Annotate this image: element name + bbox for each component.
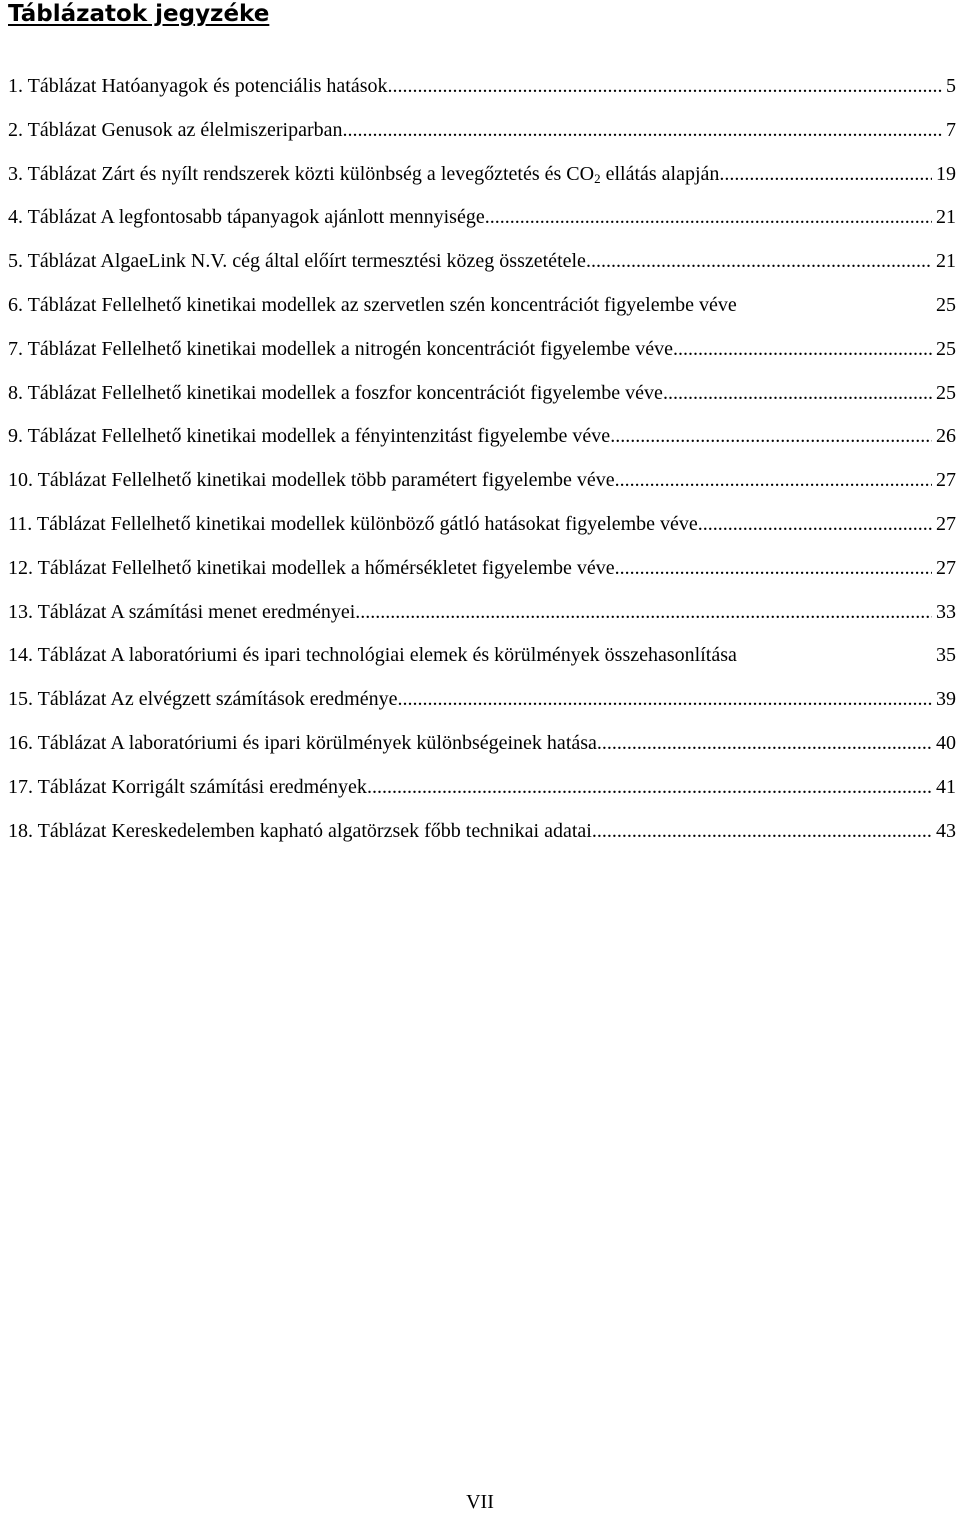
dot-leader <box>719 153 932 197</box>
toc-entry-1[interactable] <box>0 65 960 109</box>
toc-entry-7[interactable] <box>0 328 960 372</box>
dot-leader <box>586 240 932 284</box>
toc-entry-page: 21 <box>936 250 956 273</box>
toc-entry-page: 25 <box>936 381 956 404</box>
toc-entry-8[interactable] <box>0 372 960 416</box>
toc-entry-text: 8. Táblázat Fellelhető kinetikai modellek a foszfor koncentrációt figyelembe véve <box>8 381 663 404</box>
toc-entry-15[interactable] <box>0 678 960 722</box>
toc-entry-text-before: 3. Táblázat Zárt és nyílt rendszerek közti különbség a levegőztetés és CO <box>8 162 595 185</box>
page-title: Táblázatok jegyzéke <box>8 1 270 27</box>
dot-leader <box>388 65 942 109</box>
toc-entry-page: 7 <box>946 118 956 141</box>
toc-entry-11[interactable] <box>0 503 960 547</box>
dot-leader <box>615 547 932 591</box>
toc-entry-17[interactable] <box>0 766 960 810</box>
toc-entry-text: 15. Táblázat Az elvégzett számítások eredménye <box>8 688 398 711</box>
toc-entry-text: 18. Táblázat Kereskedelemben kapható algatörzsek főbb technikai adatai <box>8 819 592 842</box>
toc-entry-text: 1. Táblázat Hatóanyagok és potenciális hatások <box>8 75 388 97</box>
toc-entry-text: 11. Táblázat Fellelhető kinetikai modellek különböző gátló hatásokat figyelembe véve <box>8 512 698 535</box>
toc-entry-text: 12. Táblázat Fellelhető kinetikai modellek a hőmérsékletet figyelembe véve <box>8 556 615 579</box>
toc-entry-text <box>8 153 719 197</box>
toc-entry-text: 6. Táblázat Fellelhető kinetikai modellek az szervetlen szén koncentrációt figyelembe véve <box>8 293 737 316</box>
toc-entry-page: 27 <box>936 512 956 535</box>
dot-leader <box>355 591 932 635</box>
toc-entry-text: 4. Táblázat A legfontosabb tápanyagok ajánlott mennyisége <box>8 206 485 229</box>
toc-entry-6[interactable] <box>0 284 960 328</box>
dot-leader <box>673 328 932 372</box>
page-number: VII <box>466 1491 494 1513</box>
toc-entry-text: 5. Táblázat AlgaeLink N.V. cég által előírt termesztési közeg összetétele <box>8 250 586 273</box>
toc-entry-page: 41 <box>936 775 956 798</box>
toc-entry-2[interactable] <box>0 109 960 153</box>
toc-entry-text: 10. Táblázat Fellelhető kinetikai modellek több paramétert figyelembe véve <box>8 469 615 492</box>
dot-leader <box>615 459 932 503</box>
toc-entry-16[interactable] <box>0 722 960 766</box>
toc-entry-13[interactable] <box>0 591 960 635</box>
toc-entry-page: 43 <box>936 819 956 842</box>
toc-entry-page: 33 <box>936 600 956 623</box>
dot-leader <box>342 109 942 153</box>
dot-leader <box>397 678 932 722</box>
toc-entry-9[interactable] <box>0 415 960 459</box>
toc-entry-page: 27 <box>936 469 956 492</box>
toc-entry-text: 14. Táblázat A laboratóriumi és ipari technológiai elemek és körülmények összehasonlítása <box>8 644 737 667</box>
toc-entry-14[interactable] <box>0 634 960 678</box>
toc-entry-text: 9. Táblázat Fellelhető kinetikai modellek a fényintenzitást figyelembe véve <box>8 425 611 448</box>
toc-entry-page: 25 <box>936 293 956 316</box>
toc-entry-text: 16. Táblázat A laboratóriumi és ipari körülmények különbségeinek hatása <box>8 731 597 754</box>
toc-entry-page: 19 <box>936 162 956 185</box>
toc-entry-18[interactable] <box>0 810 960 854</box>
dot-leader <box>485 196 932 240</box>
dot-leader <box>367 766 932 810</box>
toc-entry-page: 39 <box>936 688 956 711</box>
table-of-tables <box>0 65 960 853</box>
toc-entry-text: 2. Táblázat Genusok az élelmiszeriparban <box>8 118 343 141</box>
toc-entry-text: 13. Táblázat A számítási menet eredményei <box>8 600 356 623</box>
dot-leader <box>592 810 932 854</box>
dot-leader <box>698 503 932 547</box>
toc-entry-12[interactable] <box>0 547 960 591</box>
co2-subscript: 2 <box>594 170 601 186</box>
toc-entry-page: 25 <box>936 337 956 360</box>
toc-entry-page: 27 <box>936 556 956 579</box>
toc-entry-4[interactable] <box>0 196 960 240</box>
toc-entry-page: 26 <box>936 425 956 448</box>
toc-entry-page: 35 <box>936 644 956 667</box>
toc-entry-3[interactable] <box>0 153 960 197</box>
toc-entry-text-after: ellátás alapján <box>600 162 720 185</box>
toc-entry-page: 5 <box>946 75 956 97</box>
toc-entry-text: 17. Táblázat Korrigált számítási eredmények <box>8 775 367 798</box>
dot-leader <box>610 415 932 459</box>
toc-entry-text: 7. Táblázat Fellelhető kinetikai modellek a nitrogén koncentrációt figyelembe véve <box>8 337 673 360</box>
toc-entry-5[interactable] <box>0 240 960 284</box>
toc-entry-10[interactable] <box>0 459 960 503</box>
dot-leader <box>663 372 932 416</box>
toc-entry-page: 21 <box>936 206 956 229</box>
toc-entry-page: 40 <box>936 731 956 754</box>
dot-leader <box>597 722 932 766</box>
